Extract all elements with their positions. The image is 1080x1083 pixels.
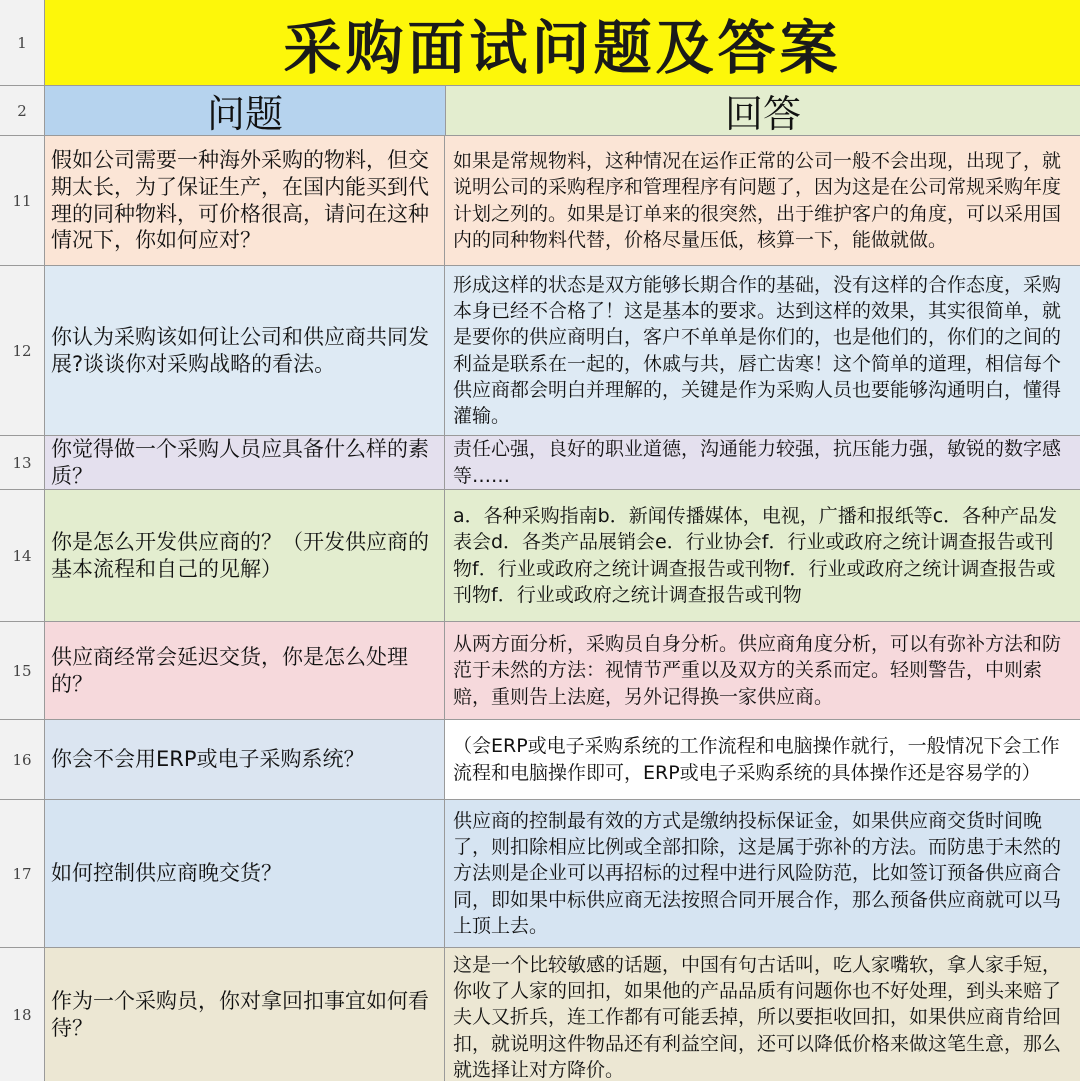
answer-text: 如果是常规物料，这种情况在运作正常的公司一般不会出现，出现了，就说明公司的采购程序和管理程序有问题了，因为这是在公司常规采购年度计划之列的。如果是订单来的很突然，出于维护客户的角度，可以采用国内的同种物料代替，价格尽量压低，核算一下，能做就做。 [453,150,1062,251]
question-text: 作为一个采购员，你对拿回扣事宜如何看待？ [51,988,429,1040]
question-cell[interactable] [45,436,445,489]
answer-header[interactable]: 回答 [446,86,1080,135]
answer-text: 从两方面分析，采购员自身分析。供应商角度分析，可以有弥补方法和防范于未然的方法：视情节严重以及双方的关系而定。轻则警告，中则索赔，重则告上法庭，另外记得换一家供应商。 [453,633,1062,708]
table-row [0,136,1080,266]
header-row [0,86,1080,136]
answer-cell[interactable] [445,948,1080,1081]
answer-text: 供应商的控制最有效的方式是缴纳投标保证金，如果供应商交货时间晚了，则扣除相应比例或全部扣除，这是属于弥补的方法。而防患于未然的方法则是企业可以再招标的过程中进行风险防范，比如签订预备供应商合同，即如果中标供应商无法按照合同开展合作，那么预备供应商就可以马上顶上去。 [453,809,1062,937]
table-row [0,490,1080,622]
row-number[interactable]: 1 [0,0,45,85]
answer-text: 形成这样的状态是双方能够长期合作的基础，没有这样的合作态度，采购本身已经不合格了！这是基本的要求。达到这样的效果，其实很简单，就是要你的供应商明白，客户不单单是你们的，也是他们的，你们的之间的利益是联系在一起的，休戚与共，唇亡齿寒！这个简单的道理，相信每个供应商都会明白并理解的，关键是作为采购人员也要能够沟通明白，懂得灌输。 [453,273,1062,427]
table-row [0,436,1080,490]
table-row [0,266,1080,436]
question-cell[interactable] [45,720,445,799]
answer-text: （会ERP或电子采购系统的工作流程和电脑操作就行，一般情况下会工作流程和电脑操作即可，ERP或电子采购系统的具体操作还是容易学的） [453,735,1060,784]
question-cell[interactable] [45,622,445,719]
row-number[interactable]: 18 [0,948,45,1081]
answer-cell[interactable] [445,436,1080,489]
row-number[interactable]: 17 [0,800,45,947]
answer-cell[interactable] [445,800,1080,947]
question-text: 你是怎么开发供应商的？（开发供应商的基本流程和自己的见解） [51,529,429,581]
answer-cell[interactable] [445,720,1080,799]
title-row [0,0,1080,86]
table-row [0,948,1080,1081]
question-text: 你认为采购该如何让公司和供应商共同发展?谈谈你对采购战略的看法。 [51,324,429,376]
question-cell[interactable] [45,490,445,621]
question-cell[interactable] [45,948,445,1081]
question-cell[interactable] [45,136,445,265]
row-number[interactable]: 2 [0,86,45,135]
question-cell[interactable] [45,800,445,947]
answer-cell[interactable] [445,490,1080,621]
answer-text: 这是一个比较敏感的话题，中国有句古话叫，吃人家嘴软，拿人家手短，你收了人家的回扣，如果他的产品品质有问题你也不好处理，到头来赔了夫人又折兵，连工作都有可能丢掉，所以要拒收回扣，如果供应商肯给回扣，就说明这件物品还有利益空间，还可以降低价格来做这笔生意，那么就选择让对方降价。 [453,954,1062,1081]
table-row [0,622,1080,720]
question-text: 假如公司需要一种海外采购的物料，但交期太长，为了保证生产，在国内能买到代理的同种物料，可价格很高，请问在这种情况下，你如何应对？ [51,148,429,253]
row-number[interactable]: 11 [0,136,45,265]
question-text: 如何控制供应商晚交货？ [51,861,282,886]
page-title[interactable]: 采购面试问题及答案 [45,0,1080,85]
row-number[interactable]: 15 [0,622,45,719]
row-number[interactable]: 14 [0,490,45,621]
row-number[interactable]: 13 [0,436,45,489]
table-row [0,800,1080,948]
answer-text: a．各种采购指南b．新闻传播媒体，电视，广播和报纸等c．各种产品发表会d．各类产品展销会e．行业协会f．行业或政府之统计调查报告或刊物f．行业或政府之统计调查报告或刊物f．行业或政府之统计调查报告或刊物f．行业或政府之统计调查报告或刊物 [453,505,1058,606]
question-text: 你会不会用ERP或电子采购系统？ [51,747,365,772]
answer-text: 责任心强，良好的职业道德，沟通能力较强，抗压能力强，敏锐的数字感等…… [453,438,1062,487]
answer-cell[interactable] [445,622,1080,719]
row-number[interactable]: 12 [0,266,45,435]
table-row [0,720,1080,800]
answer-cell[interactable] [445,136,1080,265]
question-text: 你觉得做一个采购人员应具备什么样的素质？ [51,436,429,488]
question-header[interactable]: 问题 [45,86,446,135]
row-number[interactable]: 16 [0,720,45,799]
answer-cell[interactable] [445,266,1080,435]
question-cell[interactable] [45,266,445,435]
question-text: 供应商经常会延迟交货，你是怎么处理的？ [51,644,408,696]
